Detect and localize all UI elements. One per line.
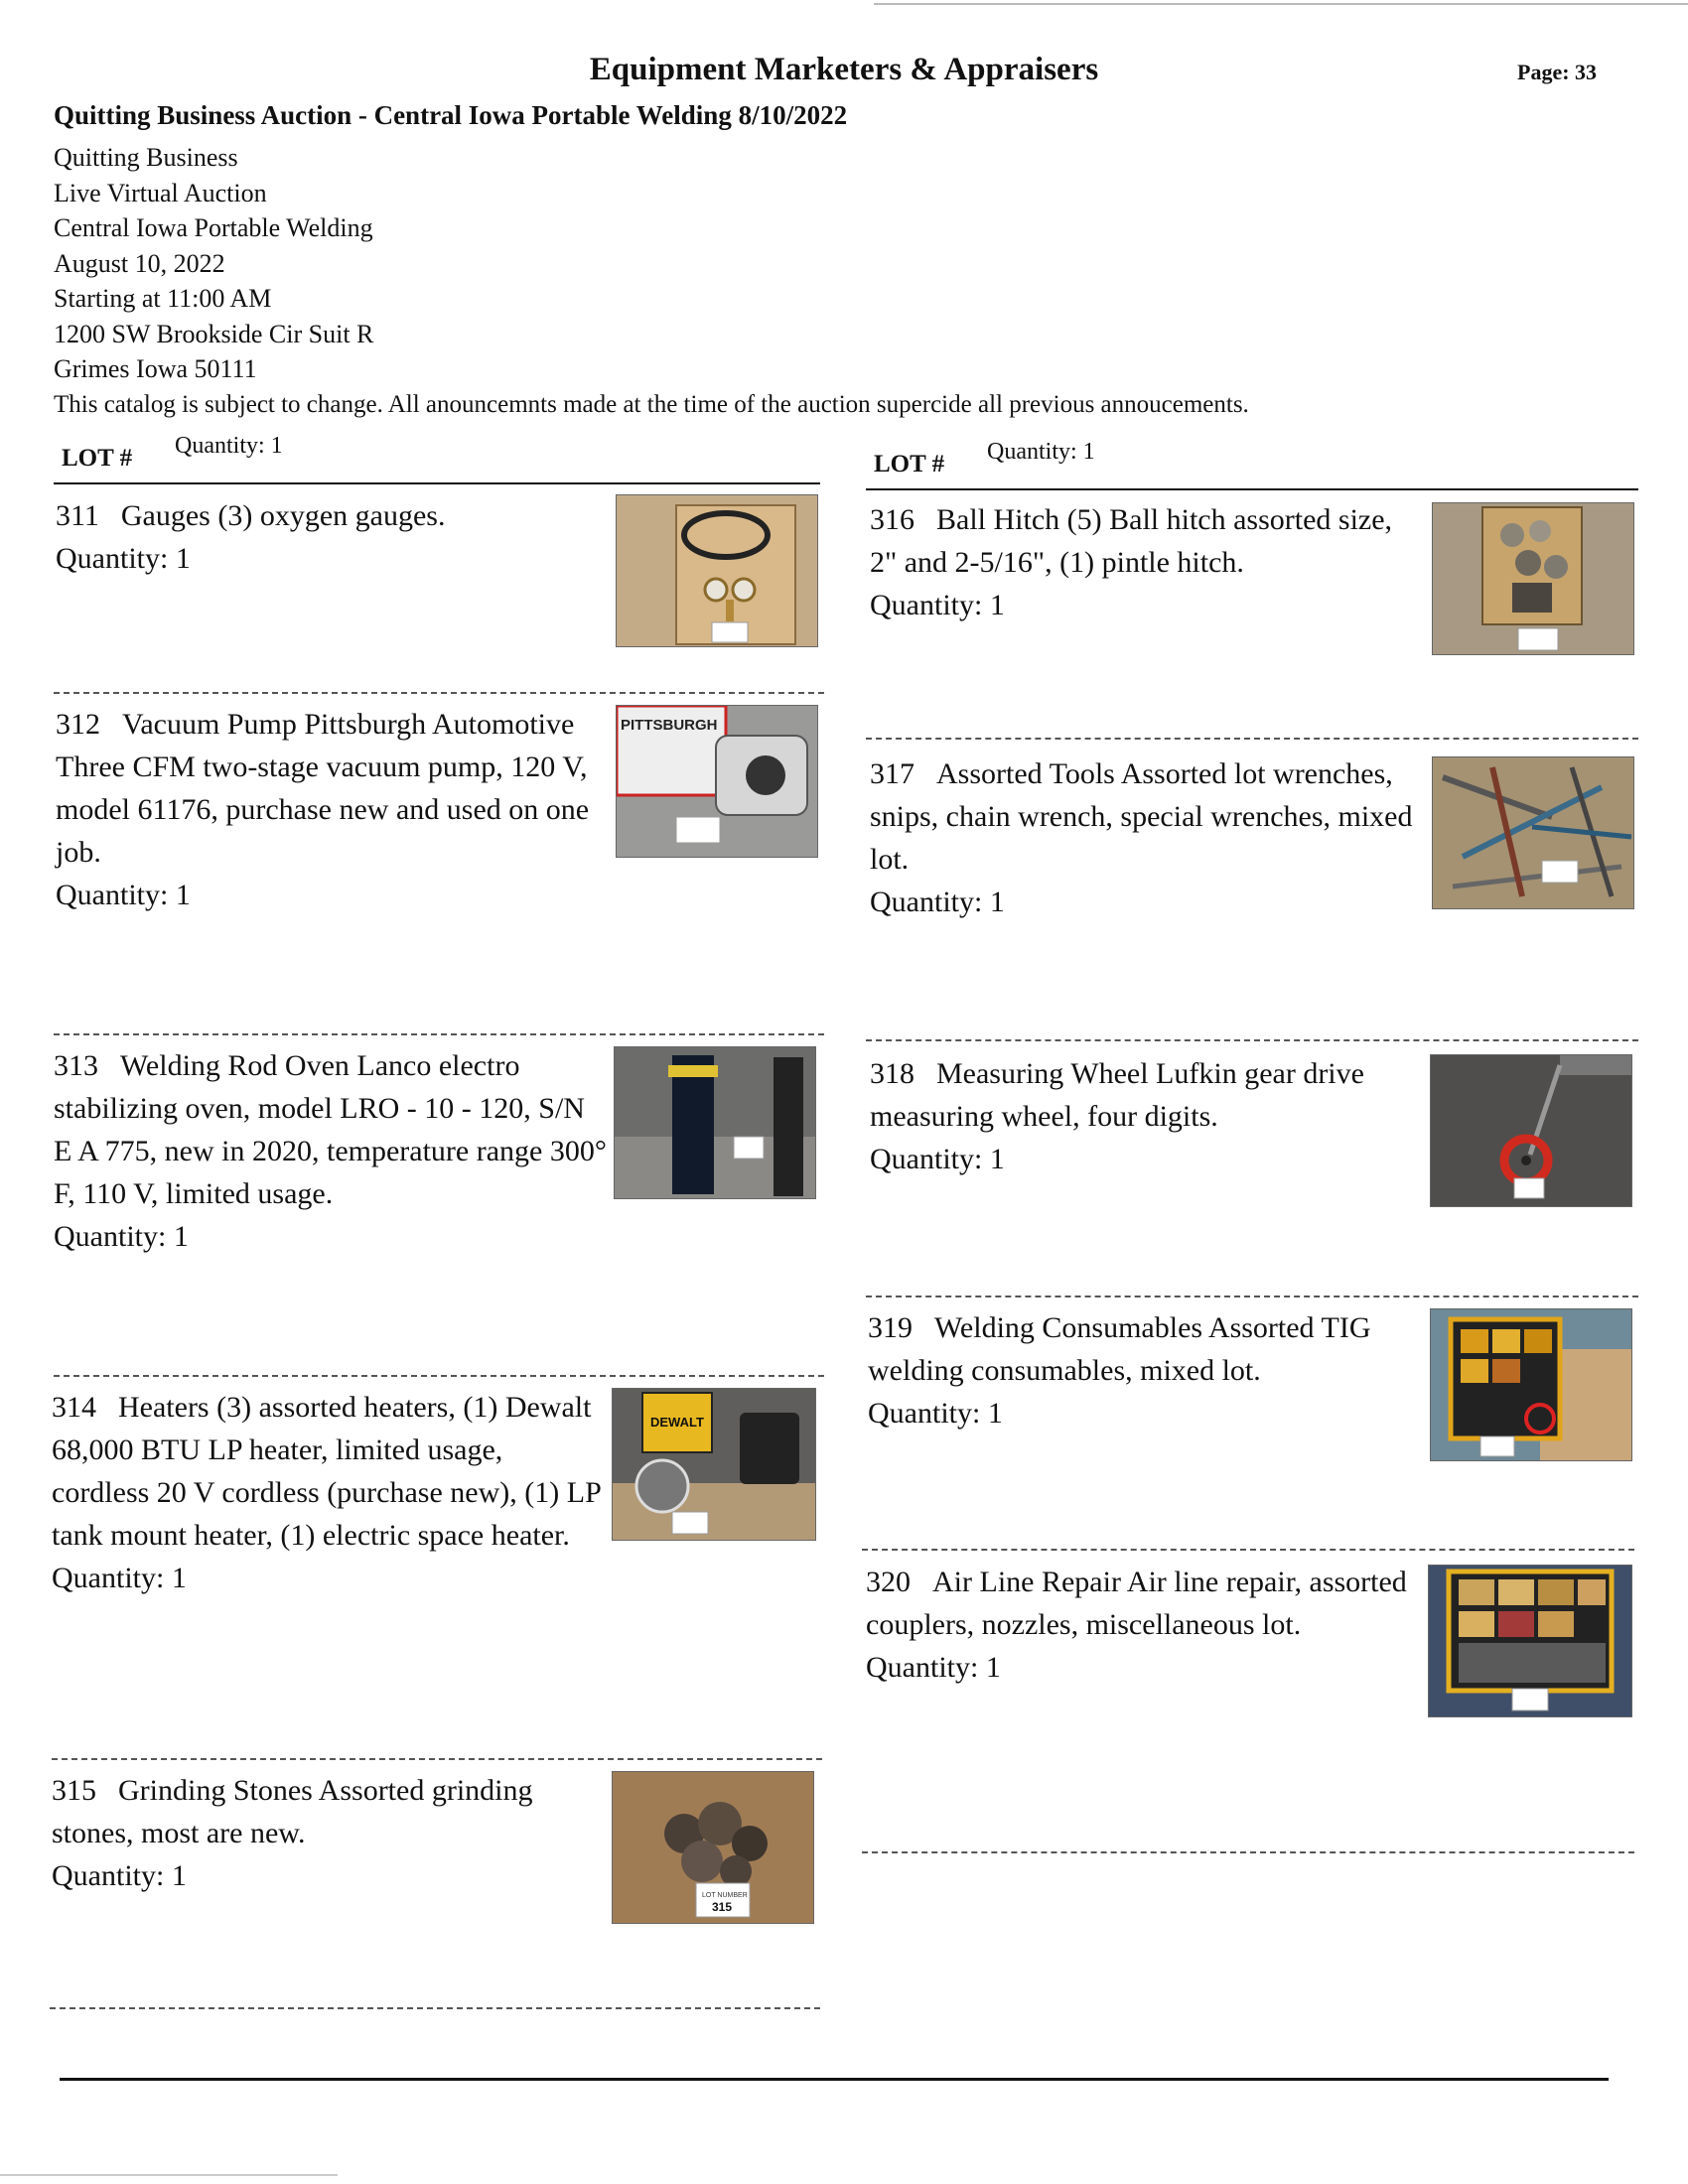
- quantity-header: Quantity: 1: [175, 433, 283, 459]
- welding-consumables-photo: [1430, 1308, 1632, 1461]
- ball-hitch-photo: [1432, 502, 1634, 655]
- auction-subtitle: Quitting Business Auction - Central Iowa Portable Welding 8/10/2022: [54, 100, 848, 130]
- lot-item: [52, 1769, 608, 1897]
- air-line-repair-photo: [1428, 1565, 1632, 1717]
- lot-quantity: Quantity: 1: [52, 1859, 187, 1892]
- assorted-tools-photo: [1432, 756, 1634, 909]
- lot-header: LOT #: [62, 445, 133, 472]
- item-separator: [866, 1296, 1638, 1297]
- lot-description: Vacuum Pump Pittsburgh Automotive Three CFM two-stage vacuum pump, 120 V, model 61176, purchase new and used on one job.: [56, 708, 590, 869]
- grinding-stones-photo: [612, 1771, 814, 1924]
- lot-quantity: Quantity: 1: [56, 879, 191, 911]
- lot-number: 312: [56, 708, 100, 741]
- lot-number: 319: [868, 1311, 913, 1344]
- page-number: Page: 33: [1517, 60, 1598, 84]
- lot-quantity: Quantity: 1: [868, 1397, 1003, 1430]
- lot-card-label: LOT NUMBER: [702, 1892, 748, 1899]
- dewalt-brand-text: DEWALT: [650, 1415, 704, 1430]
- item-separator: [866, 738, 1638, 740]
- lot-number: 320: [866, 1566, 911, 1598]
- lot-description: Air Line Repair Air line repair, assorted couplers, nozzles, miscellaneous lot.: [866, 1566, 1407, 1641]
- lot-number: 311: [56, 499, 99, 532]
- lot-description: Assorted Tools Assorted lot wrenches, snips, chain wrench, special wrenches, mixed lot.: [870, 757, 1413, 876]
- lot-item: [870, 498, 1426, 626]
- lot-item: [54, 1044, 610, 1258]
- info-line: 1200 SW Brookside Cir Suit R: [54, 319, 374, 348]
- item-separator: [50, 2007, 820, 2009]
- lot-number: 318: [870, 1057, 914, 1090]
- info-line: Grimes Iowa 50111: [54, 354, 257, 383]
- lot-description: Heaters (3) assorted heaters, (1) Dewalt 68,000 BTU LP heater, limited usage, cordless 20 V cordless (purchase new), (1) LP tank mount heater, (1) electric space heater.: [52, 1391, 601, 1552]
- lot-quantity: Quantity: 1: [52, 1562, 187, 1594]
- item-separator: [54, 1033, 824, 1035]
- lot-quantity: Quantity: 1: [54, 1220, 189, 1253]
- lot-number: 315: [52, 1774, 96, 1807]
- page-bottom-rule: [60, 2078, 1609, 2081]
- info-line: Quitting Business: [54, 143, 238, 172]
- rod-oven-photo: [614, 1046, 816, 1199]
- lot-quantity: Quantity: 1: [56, 542, 191, 575]
- lot-item: [52, 1386, 608, 1599]
- lot-item: [870, 1052, 1426, 1180]
- page-title: Equipment Marketers & Appraisers: [589, 52, 1099, 87]
- pittsburgh-brand-text: PITTSBURGH: [621, 717, 718, 734]
- lot-card-number: 315: [712, 1900, 733, 1914]
- lot-quantity: Quantity: 1: [866, 1651, 1001, 1684]
- item-separator: [54, 692, 824, 694]
- lot-number: 314: [52, 1391, 96, 1424]
- info-line: August 10, 2022: [54, 248, 225, 278]
- column-header-right: [874, 439, 1628, 488]
- info-line: Live Virtual Auction: [54, 178, 267, 207]
- lot-quantity: Quantity: 1: [870, 1143, 1005, 1175]
- column-header-left: [62, 433, 816, 482]
- lot-number: 313: [54, 1049, 98, 1082]
- lot-header: LOT #: [874, 451, 945, 478]
- vacuum-pump-photo: [616, 705, 818, 858]
- info-line: Starting at 11:00 AM: [54, 284, 272, 313]
- item-separator: [52, 1758, 822, 1760]
- lot-item: [868, 1306, 1424, 1434]
- scan-top-line: [874, 3, 1688, 5]
- lot-description: Gauges (3) oxygen gauges.: [120, 499, 446, 532]
- scan-bottom-line: [0, 2174, 338, 2176]
- item-separator: [54, 1375, 824, 1377]
- lot-item: [866, 1561, 1422, 1689]
- header-rule-right: [866, 488, 1638, 490]
- lot-number: 317: [870, 757, 914, 790]
- info-line: Central Iowa Portable Welding: [54, 213, 373, 242]
- item-separator: [866, 1039, 1638, 1041]
- lot-item: [56, 703, 612, 916]
- quantity-header: Quantity: 1: [987, 439, 1095, 465]
- lot-description: Ball Hitch (5) Ball hitch assorted size, 2" and 2-5/16", (1) pintle hitch.: [870, 503, 1393, 579]
- lot-number: 316: [870, 503, 914, 536]
- measuring-wheel-photo: [1430, 1054, 1632, 1207]
- catalog-notice: This catalog is subject to change. All anouncemnts made at the time of the auction supercide all previous annoucements.: [54, 390, 1249, 418]
- lot-description: Welding Consumables Assorted TIG welding consumables, mixed lot.: [868, 1311, 1371, 1387]
- item-separator: [862, 1851, 1634, 1853]
- lot-description: Measuring Wheel Lufkin gear drive measuring wheel, four digits.: [870, 1057, 1364, 1133]
- auction-info: [54, 140, 1249, 422]
- header-rule-left: [54, 482, 820, 484]
- lot-item: [56, 494, 612, 580]
- heaters-photo: [612, 1388, 816, 1541]
- lot-quantity: Quantity: 1: [870, 886, 1005, 918]
- lot-item: [870, 752, 1426, 923]
- oxygen-gauges-photo: [616, 494, 818, 647]
- item-separator: [862, 1549, 1634, 1551]
- lot-description: Welding Rod Oven Lanco electro stabilizing oven, model LRO - 10 - 120, S/N E A 775, new in 2020, temperature range 300° F, 110 V, limited usage.: [54, 1049, 607, 1210]
- lot-description: Grinding Stones Assorted grinding stones, most are new.: [52, 1774, 533, 1849]
- lot-quantity: Quantity: 1: [870, 589, 1005, 621]
